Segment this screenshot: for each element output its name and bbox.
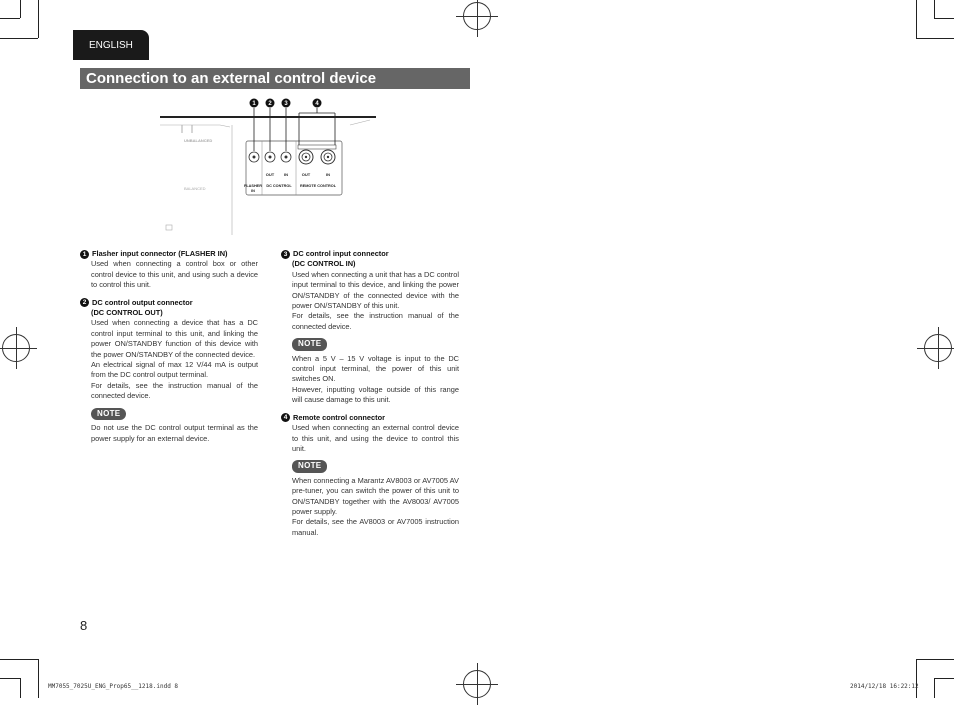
language-tab [73,30,149,60]
note-badge: NOTE [91,408,126,420]
item-number: 2 [80,298,89,307]
registration-mark [924,334,952,362]
item-heading: Flasher input connector (FLASHER IN) [92,249,228,258]
svg-text:1: 1 [252,101,256,108]
flasher-label: FLASHER [244,184,262,188]
crop-mark [0,38,38,39]
item-heading-sub: (DC CONTROL IN) [292,259,356,269]
item-body: Used when connecting a unit that has a DC control input terminal to this device, and linking the power ON/STANDBY of the connected device with the power ON/STANDBY of this unit. [292,269,459,311]
crop-mark [0,659,38,660]
crop-mark [38,0,39,38]
item-number: 4 [281,413,290,422]
right-column [281,249,459,538]
crop-mark [934,678,935,698]
note-text: Do not use the DC control output terminal as the power supply for an external device. [91,423,258,443]
note-text: When a 5 V – 15 V voltage is input to the DC control input terminal, the power of this unit switches ON. [292,353,459,384]
balanced-label: BALANCED [184,186,206,191]
page-number: 8 [80,618,88,633]
crop-mark [934,0,935,18]
section-title: Connection to an external control device [80,68,470,89]
in-label: IN [284,172,288,177]
language-label: ENGLISH [89,39,133,51]
crop-mark [20,0,21,18]
callout-2 [266,99,275,108]
callout-1 [250,99,259,108]
in-label: IN [326,172,330,177]
crop-mark [916,0,917,38]
item-flasher [80,249,258,291]
registration-mark [2,334,30,362]
footer-timestamp: 2014/12/18 16:22:12 [850,683,919,690]
item-body: For details, see the instruction manual of the connected device. [292,311,459,331]
svg-text:3: 3 [284,101,288,108]
item-dc-in [281,249,459,406]
item-heading: Remote control connector [293,412,385,422]
item-body: An electrical signal of max 12 V/44 mA is output from the DC control output terminal. [91,360,258,380]
note-badge: NOTE [292,338,327,350]
left-column [80,249,258,444]
callout-3 [282,99,291,108]
item-body: Used when connecting a control box or other control device to this unit, and using such a device to control this unit. [91,259,258,290]
unbalanced-label: UNBALANCED [184,138,213,143]
out-label: OUT [265,172,275,177]
crop-mark [916,659,917,698]
item-number: 1 [80,250,89,259]
crop-mark [916,659,954,660]
footer-filename: MM7055_7025U_ENG_Prop65__1218.indd 8 [48,683,179,690]
crop-mark [934,678,954,679]
crop-mark [916,38,954,39]
crop-mark [934,18,954,19]
crop-mark [20,678,21,698]
dc-control-label: DC CONTROL [266,184,292,188]
svg-text:2: 2 [268,101,272,108]
note-text: For details, see the AV8003 or AV7005 instruction manual. [292,517,459,537]
item-body: For details, see the instruction manual of the connected device. [91,380,258,401]
remote-control-label: REMOTE CONTROL [299,184,337,188]
note-text: When connecting a Marantz AV8003 or AV7005 AV pre-tuner, you can switch the power of this unit to ON/STANDBY together with the AV8003/ AV7005 power supply. [292,475,459,516]
item-remote [281,413,459,538]
registration-mark [463,2,491,30]
svg-text:4: 4 [315,101,319,108]
item-body: Used when connecting an external control device to this unit, and using the device to control this unit. [292,423,459,453]
crop-mark [38,659,39,698]
out-label: OUT [301,172,311,177]
item-body: Used when connecting a device that has a DC control input terminal to this unit, and linking the power ON/STANDBY function of this device with the power ON/STANDBY of the connected device. [91,318,258,359]
rear-panel-diagram [160,95,380,240]
item-dc-out [80,298,258,444]
item-heading: DC control output connector [92,297,193,307]
registration-mark [463,670,491,698]
note-text: However, inputting voltage outside of this range will cause damage to this unit. [292,384,459,405]
item-heading-sub: (DC CONTROL OUT) [91,308,163,318]
crop-mark [0,18,20,19]
note-badge: NOTE [292,460,327,472]
item-heading: DC control input connector [293,249,389,258]
item-number: 3 [281,250,290,259]
flasher-in-label: IN [251,189,255,193]
crop-mark [0,678,20,679]
callout-4 [313,99,322,108]
